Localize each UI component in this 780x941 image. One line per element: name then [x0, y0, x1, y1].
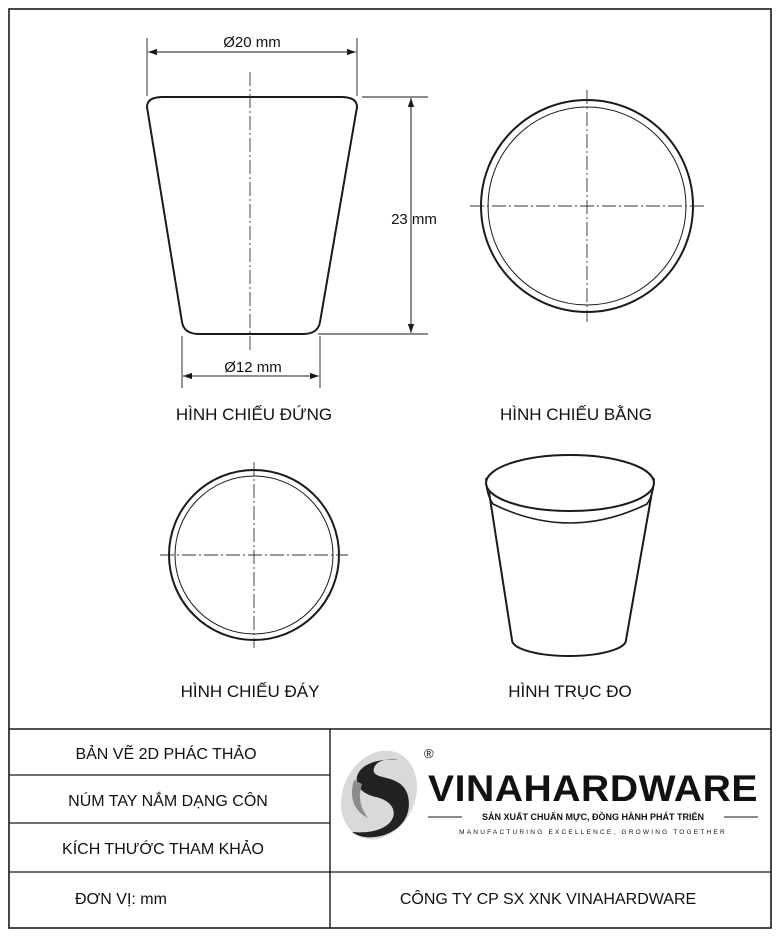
isometric-view	[486, 455, 654, 701]
isometric-view-title: HÌNH TRỤC ĐO	[508, 682, 632, 701]
company-name: CÔNG TY CP SX XNK VINAHARDWARE	[399, 891, 697, 908]
bottom-diameter-label: Ø12 mm	[224, 359, 282, 376]
bottom-view-title: HÌNH CHIẾU ĐÁY	[180, 682, 320, 701]
bottom-view	[160, 462, 348, 701]
title-row-3: KÍCH THƯỚC THAM KHẢO	[62, 841, 264, 858]
title-row-2: NÚM TAY NẮM DẠNG CÔN	[68, 793, 268, 810]
top-view-title: HÌNH CHIẾU BẰNG	[499, 405, 653, 424]
front-view	[147, 34, 437, 424]
iso-rim	[486, 478, 654, 523]
title-block	[9, 729, 771, 928]
front-profile	[147, 97, 357, 334]
height-label: 23 mm	[391, 211, 437, 228]
title-row-4: ĐƠN VỊ: mm	[75, 891, 167, 908]
slogan-en: MANUFACTURING EXCELLENCE, GROWING TOGETHER	[459, 829, 727, 836]
iso-top-face	[486, 455, 654, 511]
brand-name: VINAHARDWARE	[428, 768, 758, 809]
registered-mark: ®	[424, 746, 434, 761]
top-diameter-label: Ø20 mm	[223, 34, 281, 51]
vinahardware-logo-icon	[327, 738, 431, 852]
top-view	[470, 90, 704, 424]
front-view-title: HÌNH CHIẾU ĐỨNG	[175, 405, 333, 424]
title-row-1: BẢN VẼ 2D PHÁC THẢO	[75, 746, 257, 763]
iso-body	[489, 492, 652, 656]
slogan-vi: SẢN XUẤT CHUẨN MỰC, ĐỒNG HÀNH PHÁT TRIỂN	[482, 812, 704, 822]
